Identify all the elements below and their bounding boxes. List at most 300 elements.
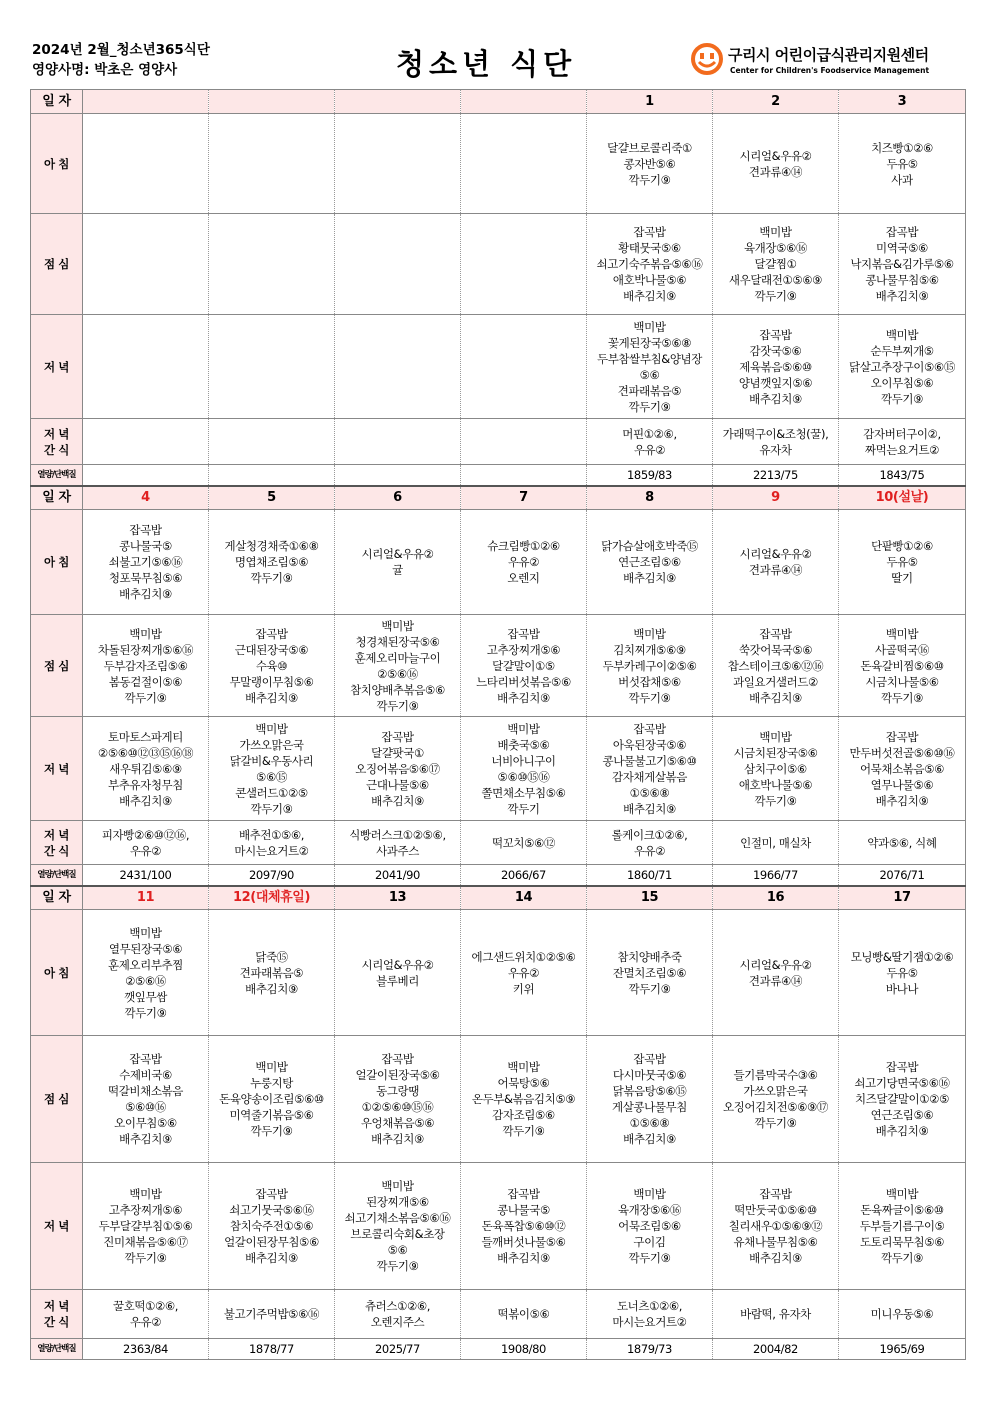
menu-item: 오징어볶음⑤⑥⑰ bbox=[355, 761, 440, 776]
dinner-cell bbox=[209, 717, 335, 821]
date-cell: 6 bbox=[335, 486, 461, 510]
menu-item: 다시마뭇국⑤⑥ bbox=[612, 1068, 687, 1082]
menu-item: 잡곡밥 bbox=[507, 1187, 540, 1201]
snack-cell bbox=[83, 821, 209, 865]
menu-item: 깍두기⑨ bbox=[628, 399, 671, 414]
menu-item: 백미밥 bbox=[885, 626, 919, 641]
page-title: 청소년 식단 bbox=[396, 47, 577, 81]
menu-item: 두유⑤ bbox=[886, 156, 918, 171]
breakfast-cell bbox=[587, 510, 713, 615]
menu-item: 참치숙주전①⑤⑥ bbox=[229, 1219, 314, 1233]
menu-item: 귤 bbox=[392, 563, 403, 577]
menu-item: 가래떡구이&조청(꿀), bbox=[722, 426, 829, 441]
snack-cell bbox=[839, 1290, 966, 1339]
menu-item: 닭가슴살애호박죽⑮ bbox=[601, 539, 698, 553]
menu-item: 깍두기⑨ bbox=[628, 690, 671, 705]
menu-item: 우유② bbox=[507, 555, 540, 569]
menu-item: 새우튀김⑤⑥⑨ bbox=[109, 761, 182, 776]
menu-item: 근대된장국⑤⑥ bbox=[234, 642, 309, 657]
menu-item: 백미밥 bbox=[885, 327, 919, 342]
dinner-cell bbox=[461, 717, 587, 821]
menu-item: 청포묵무침⑤⑥ bbox=[108, 571, 183, 585]
snack-cell bbox=[209, 419, 335, 465]
snack-cell bbox=[713, 821, 839, 865]
lunch-cell bbox=[587, 615, 713, 717]
menu-item: 백미밥 bbox=[381, 618, 414, 633]
menu-item: 백미밥 bbox=[633, 626, 666, 641]
menu-item: 마시는요거트② bbox=[612, 1315, 687, 1329]
menu-item: 치즈빵①②⑥ bbox=[871, 140, 933, 155]
breakfast-cell bbox=[83, 510, 209, 615]
menu-item: 깍두기⑨ bbox=[628, 981, 671, 996]
menu-item: 깍두기⑨ bbox=[628, 172, 671, 187]
dinner-cell bbox=[587, 717, 713, 821]
menu-item: 잡곡밥 bbox=[129, 1052, 162, 1066]
dinner-cell bbox=[713, 1163, 839, 1290]
menu-item: 단팥빵①②⑥ bbox=[871, 539, 933, 553]
menu-item: 백미밥 bbox=[759, 729, 792, 744]
dinner-cell bbox=[461, 1163, 587, 1290]
menu-item: 삼치구이⑤⑥ bbox=[744, 761, 807, 776]
menu-item: 낙지볶음&김가루⑤⑥ bbox=[850, 257, 954, 271]
menu-item: 김치찌개⑤⑥⑨ bbox=[613, 642, 686, 657]
menu-item: 깍두기⑨ bbox=[376, 698, 419, 713]
menu-item: 배추김치⑨ bbox=[749, 391, 802, 406]
lunch-cell bbox=[839, 214, 966, 315]
row-label-dinner: 저 녁 bbox=[31, 717, 83, 821]
menu-item: 바람떡, 유자차 bbox=[740, 1307, 811, 1321]
dinner-row bbox=[31, 315, 966, 419]
menu-item: 게살콩나물무침 bbox=[612, 1100, 687, 1114]
menu-item: 참치양배추죽 bbox=[617, 949, 682, 964]
menu-item: 미역국⑤⑥ bbox=[876, 241, 928, 255]
energy-cell: 2004/82 bbox=[713, 1339, 839, 1360]
row-label-breakfast: 아 침 bbox=[31, 510, 83, 615]
menu-item: 애호박나물⑤⑥ bbox=[612, 273, 687, 287]
energy-cell: 1965/69 bbox=[839, 1339, 966, 1360]
lunch-cell bbox=[713, 1036, 839, 1163]
energy-cell: 1859/83 bbox=[587, 465, 713, 486]
snack-cell bbox=[587, 1290, 713, 1339]
menu-item: 시금치된장국⑤⑥ bbox=[733, 745, 818, 760]
menu-item: 배추김치⑨ bbox=[875, 1124, 929, 1138]
lunch-cell bbox=[209, 214, 335, 315]
row-label-line: 저 녁 bbox=[43, 426, 70, 441]
row-label-energy: 열량/단백질 bbox=[31, 465, 83, 486]
menu-item: 백미밥 bbox=[255, 721, 288, 736]
snack-cell bbox=[461, 419, 587, 465]
date-cell: 7 bbox=[461, 486, 587, 510]
date-cell: 9 bbox=[713, 486, 839, 510]
menu-item: 순두부찌개⑤ bbox=[870, 343, 934, 358]
menu-item: 꽃게된장국⑤⑥⑧ bbox=[607, 335, 692, 350]
breakfast-cell bbox=[209, 510, 335, 615]
menu-item: 잡곡밥 bbox=[885, 729, 919, 744]
menu-item: 배추김치⑨ bbox=[623, 571, 676, 585]
menu-item: 잡곡밥 bbox=[507, 626, 540, 641]
menu-item: 짜먹는요거트② bbox=[864, 442, 940, 457]
dinner-cell bbox=[83, 1163, 209, 1290]
date-cell bbox=[209, 90, 335, 114]
menu-item: 백미밥 bbox=[129, 925, 162, 940]
menu-item: 식빵러스크①②⑤⑥, bbox=[349, 827, 446, 842]
row-label-date: 일 자 bbox=[31, 886, 83, 910]
menu-item: 배추김치⑨ bbox=[623, 289, 676, 303]
breakfast-cell bbox=[587, 910, 713, 1036]
menu-item: 깍두기⑨ bbox=[502, 1124, 545, 1138]
date-cell: 17 bbox=[839, 886, 966, 910]
lunch-cell bbox=[713, 615, 839, 717]
menu-item: 깍두기⑨ bbox=[124, 1005, 167, 1020]
menu-item: 느타리버섯볶음⑤⑥ bbox=[476, 674, 571, 689]
breakfast-cell bbox=[839, 510, 966, 615]
snack-cell bbox=[713, 1290, 839, 1339]
lunch-cell bbox=[83, 214, 209, 315]
snack-cell bbox=[335, 1290, 461, 1339]
menu-item: 깍두기⑨ bbox=[124, 690, 167, 705]
menu-item: 시리얼&우유② bbox=[361, 547, 434, 561]
menu-item: 육개장⑤⑥⑯ bbox=[743, 241, 808, 255]
menu-item: 얼갈이된장국⑤⑥ bbox=[355, 1068, 440, 1082]
menu-item: 배추김치⑨ bbox=[245, 1251, 298, 1265]
menu-item: 오이무침⑤⑥ bbox=[114, 1116, 177, 1130]
org-subtitle: Center for Children's Foodservice Management bbox=[730, 66, 930, 75]
menu-item: 쇠고기채소볶음⑤⑥⑯ bbox=[344, 1211, 451, 1225]
dinner-cell bbox=[587, 315, 713, 419]
date-cell bbox=[335, 90, 461, 114]
menu-item: 배추김치⑨ bbox=[749, 1251, 802, 1265]
energy-cell: 1908/80 bbox=[461, 1339, 587, 1360]
lunch-cell bbox=[839, 615, 966, 717]
breakfast-cell bbox=[461, 114, 587, 214]
dinner-cell bbox=[839, 1163, 966, 1290]
menu-item: 사골떡국⑯ bbox=[875, 642, 929, 657]
menu-item: 콩나물국⑤ bbox=[119, 539, 172, 553]
menu-item: 츄러스①②⑥, bbox=[364, 1299, 431, 1313]
breakfast-cell bbox=[83, 114, 209, 214]
menu-item: 훈제오리마늘구이 bbox=[354, 650, 441, 665]
menu-item: 떡볶이⑤⑥ bbox=[497, 1307, 550, 1321]
menu-item: 연근조림⑤⑥ bbox=[618, 555, 681, 569]
lunch-cell bbox=[461, 214, 587, 315]
energy-cell: 1878/77 bbox=[209, 1339, 335, 1360]
menu-item: 쇠불고기⑤⑥⑯ bbox=[108, 555, 183, 569]
menu-item: 잡곡밥 bbox=[381, 729, 414, 744]
menu-item: 부추유자청무침 bbox=[108, 777, 183, 792]
menu-item: ⑤⑥⑩⑮⑯ bbox=[497, 769, 550, 784]
menu-item: 도너츠①②⑥, bbox=[616, 1299, 683, 1313]
snack-cell bbox=[209, 1290, 335, 1339]
date-row bbox=[31, 886, 966, 910]
row-label-lunch: 점 심 bbox=[31, 615, 83, 717]
menu-item: 배추김치⑨ bbox=[371, 1132, 424, 1146]
menu-item: 감자버터구이②, bbox=[863, 426, 941, 441]
energy-cell: 2066/67 bbox=[461, 865, 587, 886]
menu-item: 게살청경채죽①⑥⑧ bbox=[224, 539, 319, 553]
date-cell: 16 bbox=[713, 886, 839, 910]
menu-item: 돈육양송이조림⑤⑥⑩ bbox=[219, 1092, 324, 1106]
breakfast-cell bbox=[461, 910, 587, 1036]
lunch-row bbox=[31, 214, 966, 315]
menu-item: 콩나물무침⑤⑥ bbox=[865, 273, 939, 287]
menu-item: 백미밥 bbox=[255, 1060, 288, 1074]
menu-item: 잡곡밥 bbox=[633, 225, 666, 239]
breakfast-cell bbox=[209, 910, 335, 1036]
dinner-cell bbox=[335, 717, 461, 821]
dinner-cell bbox=[461, 315, 587, 419]
lunch-row bbox=[31, 615, 966, 717]
menu-item: 감잣국⑤⑥ bbox=[749, 343, 802, 358]
row-label-line: 간 식 bbox=[43, 442, 70, 457]
menu-item: 깍두기⑨ bbox=[754, 289, 797, 303]
menu-item: 감자조림⑤⑥ bbox=[492, 1108, 555, 1122]
energy-cell: 2076/71 bbox=[839, 865, 966, 886]
menu-item: 돈육폭찹⑤⑥⑩⑫ bbox=[481, 1219, 566, 1233]
menu-item: 오이무침⑤⑥ bbox=[870, 375, 934, 390]
menu-item: 배추김치⑨ bbox=[371, 793, 424, 808]
menu-item: 배추김치⑨ bbox=[623, 801, 676, 816]
date-row bbox=[31, 486, 966, 510]
breakfast-cell bbox=[83, 910, 209, 1036]
date-row bbox=[31, 90, 966, 114]
menu-item: 딸기 bbox=[891, 571, 913, 585]
menu-item: 달걀팟국① bbox=[371, 745, 424, 760]
lunch-cell bbox=[83, 615, 209, 717]
menu-item: 잡곡밥 bbox=[885, 225, 919, 239]
menu-item: 쫄면채소무침⑤⑥ bbox=[481, 785, 566, 800]
menu-item: 제육볶음⑤⑥⑩ bbox=[739, 359, 812, 374]
breakfast-cell bbox=[335, 910, 461, 1036]
date-cell: 3 bbox=[839, 90, 966, 114]
menu-item: 두부감자조림⑤⑥ bbox=[103, 658, 188, 673]
menu-item: 콩나물국⑤ bbox=[497, 1203, 550, 1217]
row-label-energy: 열량/단백질 bbox=[31, 865, 83, 886]
date-cell: 11 bbox=[83, 886, 209, 910]
menu-item: 깍두기⑨ bbox=[250, 801, 293, 816]
menu-item: 감자채게살볶음 bbox=[612, 769, 687, 784]
lunch-row bbox=[31, 1036, 966, 1163]
snack-cell bbox=[587, 821, 713, 865]
menu-item: ①⑤⑥⑧ bbox=[629, 785, 670, 800]
menu-item: 칠리새우①⑤⑥⑨⑫ bbox=[728, 1219, 823, 1233]
energy-cell bbox=[461, 465, 587, 486]
menu-item: 배추김치⑨ bbox=[119, 1132, 172, 1146]
menu-item: 배추김치⑨ bbox=[245, 690, 298, 705]
menu-item: 콘샐러드①②⑤ bbox=[235, 785, 308, 800]
menu-item: 잡곡밥 bbox=[759, 1187, 792, 1201]
snack-cell bbox=[713, 419, 839, 465]
menu-item: 잡곡밥 bbox=[633, 721, 666, 736]
date-cell bbox=[461, 90, 587, 114]
menu-item: 깍두기⑨ bbox=[754, 793, 797, 808]
menu-item: 깻잎무쌈 bbox=[124, 989, 167, 1004]
menu-item: 깍두기⑨ bbox=[250, 1124, 293, 1138]
row-label-energy: 열량/단백질 bbox=[31, 1339, 83, 1360]
snack-cell bbox=[839, 419, 966, 465]
menu-item: 아욱된장국⑤⑥ bbox=[612, 737, 687, 752]
dinner-cell bbox=[83, 315, 209, 419]
lunch-cell bbox=[839, 1036, 966, 1163]
org-name: 구리시 어린이급식관리지원센터 bbox=[728, 46, 929, 64]
menu-item: 들기름막국수③⑥ bbox=[733, 1068, 818, 1082]
menu-item: 우유② bbox=[633, 843, 666, 858]
menu-item: 고추장찌개⑤⑥ bbox=[108, 1203, 183, 1217]
row-label-breakfast: 아 침 bbox=[31, 910, 83, 1036]
menu-item: 잡곡밥 bbox=[633, 1052, 666, 1066]
menu-item: 잡곡밥 bbox=[129, 523, 162, 537]
menu-item: 오렌지 bbox=[507, 571, 540, 585]
date-cell: 5 bbox=[209, 486, 335, 510]
menu-item: ⑤⑥ bbox=[639, 367, 660, 382]
menu-item: 쇠고기뭇국⑤⑥⑯ bbox=[229, 1203, 314, 1217]
snack-row bbox=[31, 419, 966, 465]
menu-item: 깍두기⑨ bbox=[880, 690, 924, 705]
menu-item: 잡곡밥 bbox=[759, 626, 792, 641]
menu-item: 견과류④⑭ bbox=[748, 164, 803, 179]
date-cell: 10(설날) bbox=[839, 486, 966, 510]
menu-item: 수육⑩ bbox=[255, 658, 288, 673]
menu-item: 키위 bbox=[512, 981, 535, 996]
menu-item: 깍두기⑨ bbox=[880, 1251, 924, 1265]
row-label-breakfast: 아 침 bbox=[31, 114, 83, 214]
dinner-cell bbox=[335, 1163, 461, 1290]
menu-item: 고추장찌개⑤⑥ bbox=[486, 642, 561, 657]
snack-cell bbox=[461, 821, 587, 865]
row-label-line: 저 녁 bbox=[43, 1299, 70, 1313]
date-cell: 15 bbox=[587, 886, 713, 910]
menu-item: 잡곡밥 bbox=[255, 626, 288, 641]
menu-item: 달걀찜① bbox=[754, 257, 797, 271]
menu-item: 동그랑땡 bbox=[376, 1084, 419, 1098]
menu-item: 연근조림⑤⑥ bbox=[870, 1108, 934, 1122]
lunch-cell bbox=[461, 615, 587, 717]
menu-item: 떡꼬치⑤⑥⑫ bbox=[491, 835, 556, 850]
menu-item: 가쓰오맑은국 bbox=[743, 1084, 808, 1098]
row-label-dinner: 저 녁 bbox=[31, 315, 83, 419]
dinner-row bbox=[31, 1163, 966, 1290]
menu-item: ②⑤⑥⑯ bbox=[377, 666, 418, 681]
breakfast-cell bbox=[461, 510, 587, 615]
menu-item: 참치양배추볶음⑤⑥ bbox=[350, 682, 445, 697]
menu-item: 머핀①②⑥, bbox=[622, 426, 677, 441]
breakfast-cell bbox=[713, 910, 839, 1036]
menu-item: 깍두기⑨ bbox=[376, 1259, 419, 1273]
menu-item: 차돌된장찌개⑤⑥⑯ bbox=[97, 642, 194, 657]
menu-item: 사과주스 bbox=[376, 843, 419, 858]
menu-item: 떡만둣국①⑤⑥⑩ bbox=[734, 1203, 817, 1217]
menu-item: 쑥갓어묵국⑤⑥ bbox=[738, 642, 813, 657]
menu-item: 애호박나물⑤⑥ bbox=[738, 777, 813, 792]
row-label-line: 저 녁 bbox=[43, 827, 70, 842]
menu-item: 어묵탕⑤⑥ bbox=[497, 1076, 550, 1090]
energy-cell: 2213/75 bbox=[713, 465, 839, 486]
menu-item: 백미밥 bbox=[885, 1187, 919, 1201]
menu-item: 오징어김치전⑤⑥⑨⑰ bbox=[722, 1100, 829, 1114]
breakfast-row bbox=[31, 114, 966, 214]
menu-item: ⑤⑥⑮ bbox=[256, 769, 287, 784]
menu-item: 배춧국⑤⑥ bbox=[497, 737, 550, 752]
dinner-cell bbox=[839, 315, 966, 419]
menu-item: 배추김치⑨ bbox=[875, 289, 929, 303]
menu-item: 어묵조림⑤⑥ bbox=[618, 1219, 681, 1233]
menu-item: 가쓰오맑은국 bbox=[239, 737, 304, 752]
energy-row bbox=[31, 465, 966, 486]
menu-item: 어묵채소볶음⑤⑥ bbox=[859, 761, 945, 776]
lunch-cell bbox=[335, 1036, 461, 1163]
menu-item: ①⑤⑥⑧ bbox=[629, 1116, 670, 1130]
menu-item: 수제비국⑥ bbox=[119, 1068, 172, 1082]
header-info bbox=[32, 40, 210, 80]
menu-item: 잡곡밥 bbox=[885, 1060, 919, 1074]
menu-item: 미역줄기볶음⑤⑥ bbox=[229, 1108, 314, 1122]
menu-item: 열무나물⑤⑥ bbox=[870, 777, 934, 792]
row-label-dinner: 저 녁 bbox=[31, 1163, 83, 1290]
dinner-cell bbox=[713, 315, 839, 419]
menu-item: 깍두기⑨ bbox=[754, 1116, 797, 1130]
breakfast-cell bbox=[587, 114, 713, 214]
menu-item: 배추김치⑨ bbox=[119, 587, 172, 601]
menu-item: 시리얼&우유② bbox=[739, 148, 812, 163]
menu-item: 우유② bbox=[507, 965, 540, 980]
menu-item: 달걀브로콜리죽① bbox=[607, 140, 692, 155]
menu-item: 두유⑤ bbox=[886, 555, 918, 569]
menu-item: 유자차 bbox=[759, 442, 792, 457]
menu-item: 훈제오리부추찜 bbox=[108, 957, 183, 972]
menu-item: 쇠고기당면국⑤⑥⑯ bbox=[854, 1076, 950, 1090]
menu-item: 백미밥 bbox=[759, 225, 792, 239]
menu-item: 열무된장국⑤⑥ bbox=[108, 941, 183, 956]
menu-item: 명엽채조림⑤⑥ bbox=[234, 555, 309, 569]
menu-period: 2024년 2월_청소년365식단 bbox=[32, 42, 210, 58]
menu-item: 무말랭이무침⑤⑥ bbox=[229, 674, 314, 689]
menu-item: 두부참쌀부침&양념장 bbox=[597, 351, 702, 366]
menu-item: 잡곡밥 bbox=[381, 1052, 414, 1066]
menu-item: 닭죽⑮ bbox=[255, 949, 288, 964]
menu-item: 육개장⑤⑥⑯ bbox=[617, 1203, 682, 1217]
dinner-cell bbox=[209, 315, 335, 419]
date-cell: 8 bbox=[587, 486, 713, 510]
menu-item: 두부달걀부침①⑤⑥ bbox=[98, 1219, 193, 1233]
menu-item: 닭갈비&우동사리 bbox=[229, 753, 314, 768]
meal-table bbox=[30, 89, 966, 1360]
snack-cell bbox=[461, 1290, 587, 1339]
menu-item: 견과류④⑭ bbox=[748, 563, 803, 577]
menu-item: 과일요거샐러드② bbox=[733, 674, 818, 689]
energy-cell: 2097/90 bbox=[209, 865, 335, 886]
menu-item: 너비아니구이 bbox=[491, 753, 556, 768]
menu-item: 백미밥 bbox=[507, 1060, 540, 1074]
menu-item: 브로콜리숙회&초장 bbox=[350, 1227, 445, 1241]
menu-item: ⑤⑥⑩⑯ bbox=[125, 1100, 166, 1114]
breakfast-cell bbox=[839, 114, 966, 214]
breakfast-row bbox=[31, 510, 966, 615]
date-cell: 4 bbox=[83, 486, 209, 510]
menu-item: 깍두기 bbox=[507, 801, 540, 816]
menu-item: 롤케이크①②⑥, bbox=[611, 827, 688, 842]
menu-item: 불고기주먹밥⑤⑥⑯ bbox=[223, 1307, 320, 1321]
menu-item: 잔멸치조림⑤⑥ bbox=[612, 965, 687, 980]
energy-cell: 1860/71 bbox=[587, 865, 713, 886]
dinner-cell bbox=[713, 717, 839, 821]
menu-item: 온두부&볶음김치⑤⑨ bbox=[471, 1092, 576, 1106]
menu-item: 시리얼&우유② bbox=[739, 547, 812, 561]
menu-item: 배추김치⑨ bbox=[245, 981, 298, 996]
energy-cell: 2363/84 bbox=[83, 1339, 209, 1360]
menu-item: 모닝빵&딸기잼①②⑥ bbox=[850, 949, 954, 964]
menu-item: 찹스테이크⑤⑥⑫⑯ bbox=[727, 658, 824, 673]
row-label-date: 일 자 bbox=[31, 486, 83, 510]
energy-cell: 1879/73 bbox=[587, 1339, 713, 1360]
